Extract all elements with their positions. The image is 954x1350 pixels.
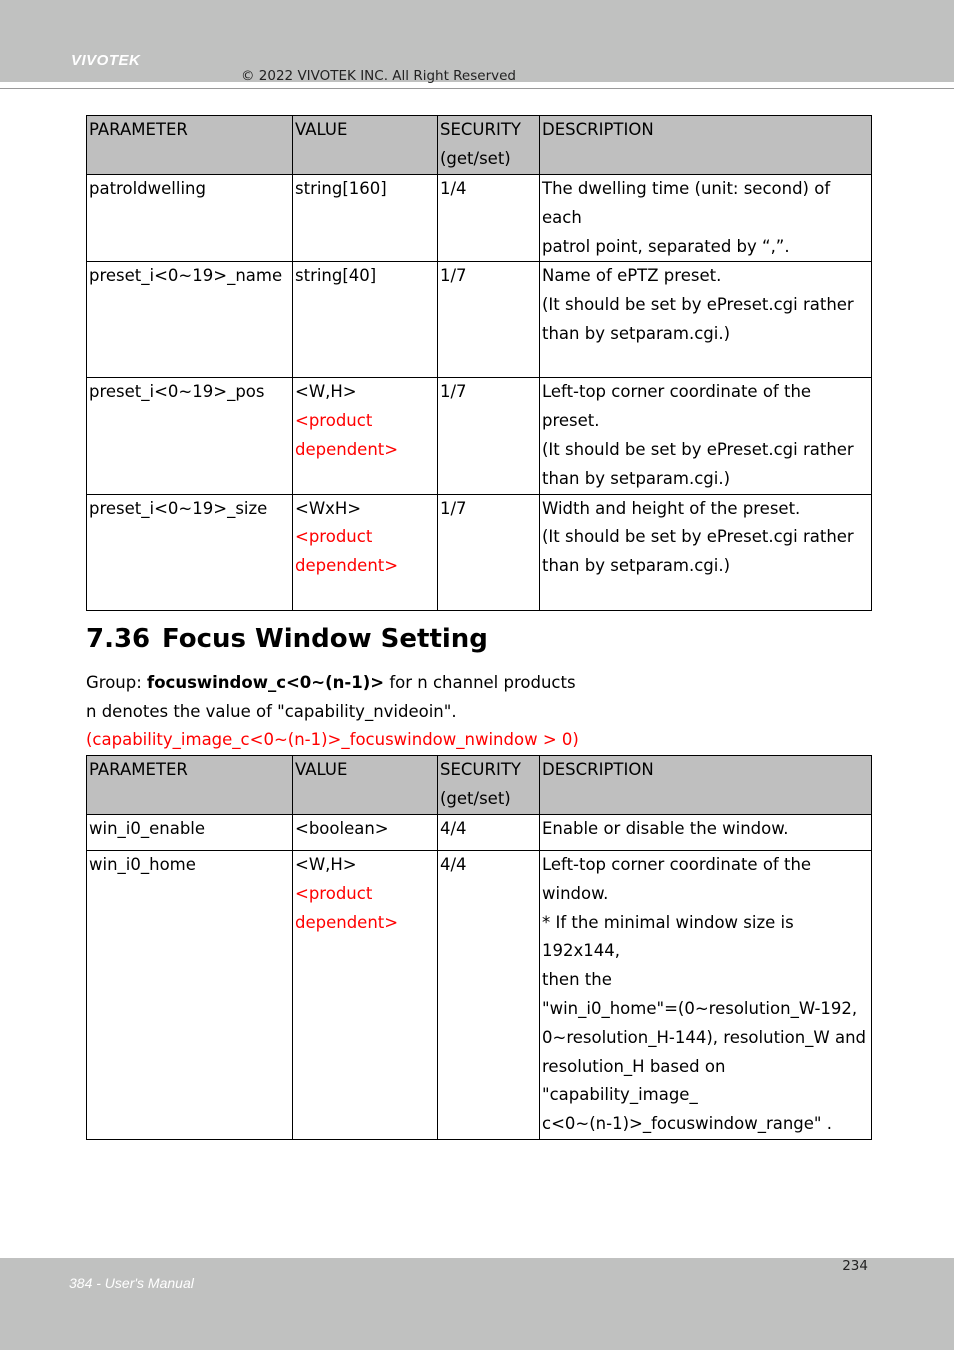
cell-line: * If the minimal window size is 192x144, xyxy=(542,912,794,961)
table-row xyxy=(87,175,872,262)
condition-note: (capability_image_c<0~(n-1)>_focuswindow_nwindow > 0) xyxy=(86,730,579,749)
header-value: VALUE xyxy=(293,116,438,175)
cell-line: "win_i0_home"=(0~resolution_W-192, xyxy=(542,998,858,1018)
cell-line: window. xyxy=(542,883,609,903)
header-divider xyxy=(0,88,954,89)
header-description: DESCRIPTION xyxy=(540,756,872,815)
cell-security: 1/7 xyxy=(438,494,540,610)
cell-line: string[160] xyxy=(295,179,387,198)
cell-line: (It should be set by ePreset.cgi rather xyxy=(542,295,854,315)
vivotek-logo: VIVOTEK xyxy=(71,52,141,69)
cell-line: c<0~(n-1)>_focuswindow_range" . xyxy=(542,1114,833,1134)
cell-parameter: preset_i<0~19>_size xyxy=(87,494,293,610)
cell-line: patrol point, separated by “,”. xyxy=(542,236,790,256)
cell-description xyxy=(540,175,872,262)
value-note-line: dependent> xyxy=(295,912,399,932)
manual-label: 384 - User's Manual xyxy=(69,1275,194,1291)
table-row xyxy=(87,378,872,494)
section-number: 7.36 xyxy=(86,624,151,654)
cell-line: Left-top corner coordinate of the preset. xyxy=(542,382,812,431)
cell-security: 4/4 xyxy=(438,815,540,851)
table-row xyxy=(87,851,872,1140)
header-security: SECURITY (get/set) xyxy=(438,756,540,815)
cell-parameter: win_i0_enable xyxy=(87,815,293,851)
header-value: VALUE xyxy=(293,756,438,815)
cell-value xyxy=(293,851,438,1140)
cell-line: (It should be set by ePreset.cgi rather xyxy=(542,527,854,547)
section-heading xyxy=(86,621,488,657)
cell-line: <WxH> xyxy=(295,498,362,518)
cell-line: <boolean> xyxy=(295,819,389,838)
cell-description xyxy=(540,494,872,610)
cell-parameter: preset_i<0~19>_pos xyxy=(87,378,293,494)
table-header-row xyxy=(87,116,872,175)
cell-parameter: preset_i<0~19>_name xyxy=(87,262,293,378)
cell-line: string[40] xyxy=(295,266,377,286)
cell-value xyxy=(293,378,438,494)
cell-value xyxy=(293,494,438,610)
cell-security: 1/4 xyxy=(438,175,540,262)
cell-value xyxy=(293,175,438,262)
cell-line: <W,H> xyxy=(295,855,357,874)
cell-line: then the xyxy=(542,970,612,990)
cell-security: 1/7 xyxy=(438,378,540,494)
cell-line: "capability_image_ xyxy=(542,1085,698,1105)
cell-line: The dwelling time (unit: second) of each xyxy=(542,179,831,227)
cell-security: 1/7 xyxy=(438,262,540,378)
nvideoin-note: n denotes the value of "capability_nvideoin". xyxy=(86,702,457,721)
parameter-table-ptz xyxy=(86,115,872,611)
page-number: 234 xyxy=(842,1258,868,1274)
cell-description xyxy=(540,815,872,851)
group-name: focuswindow_c<0~(n-1)> xyxy=(147,673,385,692)
cell-line: 0~resolution_H-144), resolution_W and xyxy=(542,1027,867,1047)
value-note-line: dependent> xyxy=(295,556,399,576)
header-description: DESCRIPTION xyxy=(540,116,872,175)
value-note-line: <product xyxy=(295,411,373,431)
cell-security: 4/4 xyxy=(438,851,540,1140)
cell-description xyxy=(540,262,872,378)
group-suffix: for n channel products xyxy=(384,673,576,692)
header-parameter: PARAMETER xyxy=(87,116,293,175)
cell-line: than by setparam.cgi.) xyxy=(542,468,731,488)
cell-line: than by setparam.cgi.) xyxy=(542,323,731,343)
cell-line: Enable or disable the window. xyxy=(542,819,789,838)
cell-description xyxy=(540,851,872,1140)
group-prefix: Group: xyxy=(86,673,148,692)
value-note-line: <product xyxy=(295,883,373,903)
cell-line: than by setparam.cgi.) xyxy=(542,556,731,576)
cell-description xyxy=(540,378,872,494)
group-line xyxy=(86,669,576,697)
cell-line: (It should be set by ePreset.cgi rather xyxy=(542,439,854,459)
table-header-row xyxy=(87,756,872,815)
cell-value xyxy=(293,815,438,851)
value-note-line: <product xyxy=(295,527,373,547)
table-row xyxy=(87,815,872,851)
copyright-notice: © 2022 VIVOTEK INC. All Right Reserved xyxy=(241,68,516,84)
header-security: SECURITY (get/set) xyxy=(438,116,540,175)
value-note-line: dependent> xyxy=(295,439,399,459)
section-title-text: Focus Window Setting xyxy=(162,624,488,654)
cell-line: Width and height of the preset. xyxy=(542,498,801,518)
header-parameter: PARAMETER xyxy=(87,756,293,815)
cell-parameter: win_i0_home xyxy=(87,851,293,1140)
cell-line: Left-top corner coordinate of the xyxy=(542,855,812,874)
cell-line: Name of ePTZ preset. xyxy=(542,266,722,286)
table-row xyxy=(87,262,872,378)
table-row xyxy=(87,494,872,610)
cell-parameter: patroldwelling xyxy=(87,175,293,262)
cell-line: resolution_H based on xyxy=(542,1056,726,1076)
cell-line: <W,H> xyxy=(295,382,357,402)
footer-band xyxy=(0,1258,954,1350)
parameter-table-focuswindow xyxy=(86,755,872,1140)
cell-value xyxy=(293,262,438,378)
